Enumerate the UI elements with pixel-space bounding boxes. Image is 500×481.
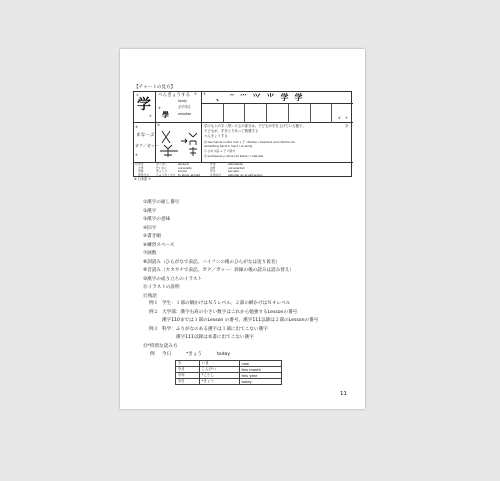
kanji-cell <box>134 92 156 123</box>
example-3-text: 科学：ふりがなのある漢字は１部に出てこない漢字 <box>162 326 268 332</box>
label-6: ⑥ <box>338 116 341 120</box>
story-en-2: something hand in hand / to study <box>204 144 253 148</box>
kanji-chart <box>133 91 352 177</box>
vocab-en: student <box>178 162 189 166</box>
vocab-en: university <box>178 165 192 170</box>
example-3-label: 例３ <box>149 326 159 332</box>
vocab-table <box>134 163 353 178</box>
meaning-cell <box>156 92 202 123</box>
reading-table <box>175 360 282 385</box>
story-cell <box>202 123 353 163</box>
vocab-word: 学生 <box>138 162 144 166</box>
list-item: ⑥練習スペース <box>143 242 175 248</box>
example-1-text: 学生：１部の網かけはＮ５レベル、２部の網かけはＮ４レベル <box>162 301 291 306</box>
stroke-order-cell <box>202 92 353 123</box>
meaning-en: study <box>178 99 187 103</box>
special-reading-title: ⑬*特別な読み方 <box>143 343 178 349</box>
stroke-step: 、 <box>216 92 224 102</box>
example-4-word: 今日 <box>162 352 172 357</box>
document-page <box>120 49 365 409</box>
story-es: ⑫ profesores y niños (de todos ) / estudiar <box>204 154 264 158</box>
label-2: ② <box>149 114 152 118</box>
vocab-en: school <box>178 169 187 173</box>
story-line-2: 子どもが、手をとりあって勉強する <box>204 129 259 133</box>
label-7: ⑦ <box>345 116 348 120</box>
chart-title: 【チャートの見方】 <box>134 85 176 90</box>
example-4-en: today <box>217 352 231 357</box>
stroke-step: ′′′ <box>240 92 247 102</box>
vocab-es: escuela <box>228 169 239 173</box>
list-item: ②漢字 <box>143 208 157 214</box>
table-cell: 今年 <box>176 373 200 379</box>
stroke-step: 学 <box>280 92 289 102</box>
story-line-1: 学のもとの字（學）の上の部分は、子どもが手を上げている様子。 <box>204 124 306 128</box>
vocab-es: estudiar en el extranjero <box>228 172 263 177</box>
label-1: ① <box>136 93 139 97</box>
story-ko: 두 손과 지붕 + 子 어린이 <box>204 149 236 153</box>
chart-footnote: ※ 日本語 ① <box>134 177 152 181</box>
table-cell: this year <box>240 373 282 379</box>
on-reading: ガク／ガッー <box>135 143 159 148</box>
stroke-step: ⺌ <box>266 92 275 102</box>
old-kanji: 學 <box>162 110 169 119</box>
list-item: ③漢字の意味 <box>143 217 171 222</box>
illustration-cell <box>156 123 202 163</box>
example-3-subtext: 漢字111以降は本書に出てこない漢字 <box>176 335 254 340</box>
reading-verb: べんきょうする <box>158 93 191 98</box>
stroke-step: 学 <box>294 92 303 102</box>
kanji-main: 学 <box>137 97 151 113</box>
table-cell: こんげつ <box>200 367 240 373</box>
label-11: ⑪ <box>345 124 349 128</box>
example-4-label: 例 <box>150 352 155 357</box>
vocab-kana: りゅうがくする <box>156 172 176 177</box>
table-cell: 今日 <box>176 379 200 385</box>
etymology-illustration <box>156 123 202 163</box>
table-cell: *きょう <box>200 379 240 385</box>
vocab-es: estudiante <box>228 162 243 166</box>
list-item: ①漢字の通し番号 <box>143 200 180 205</box>
stroke-step: ⺍ <box>252 92 261 102</box>
table-cell: 今 <box>176 361 200 367</box>
page-number: 11 <box>340 391 347 397</box>
vocab-word: 学校 <box>138 169 144 173</box>
label-5: ⑤ <box>203 92 206 96</box>
label-4: ④ <box>158 106 161 110</box>
stroke-sequence <box>216 93 303 102</box>
list-item: ④旧字 <box>143 225 157 231</box>
table-cell: today <box>240 379 282 385</box>
label-10: ⑩ <box>157 123 160 127</box>
story-line-3: べんきょうする <box>204 134 228 138</box>
vocab-kana: だいがく <box>156 165 168 170</box>
table-row <box>176 379 282 385</box>
vocab-ko: 학교 <box>210 169 216 173</box>
kun-reading: まなーぶ <box>136 133 155 138</box>
stroke-step: ′′ <box>230 92 235 102</box>
label-8: ⑧ <box>135 125 138 129</box>
vocab-word: 留学する <box>138 172 150 177</box>
vocab-kana: がっこう <box>156 169 168 173</box>
vocab-ko: 대학 <box>210 165 216 170</box>
label-12: ⑫ <box>135 162 138 166</box>
vocab-word: 大学 <box>138 165 144 170</box>
example-4-reading: *きょう <box>186 352 203 357</box>
table-cell: now <box>240 361 282 367</box>
story-en-1: ⑪ two hands on the roof + 子 children / teachers and children do <box>204 140 295 144</box>
example-2-text: 大学部：漢字右肩の小さい数字はこれから勉強するLessonの番号 <box>162 309 298 315</box>
example-2-subtext: 漢字110までは１部のLesson の番号、漢字111以降は２部のLessonの番号 <box>162 318 319 323</box>
vocab-es: universidad <box>228 165 245 170</box>
label-9: ⑨ <box>135 153 138 157</box>
example-1-label: 例１ <box>149 301 159 306</box>
list-item: ⑩漢字の成り立ちのイラスト <box>143 276 203 282</box>
list-item: ⑧訓読み（ひらがなで表記。ハイフンの後のひらがなは送り仮名） <box>143 259 281 265</box>
list-item: ⑫熟語 <box>143 293 157 299</box>
meaning-es: estudiar <box>178 112 192 116</box>
table-cell: いま <box>200 361 240 367</box>
list-item: ⑪イラストの説明 <box>143 285 180 290</box>
readings-cell <box>134 123 159 163</box>
meaning-ja: 공부하다 <box>178 105 191 109</box>
table-cell: *ことし <box>200 373 240 379</box>
vocab-en: to study abroad <box>178 172 201 177</box>
list-item: ⑦画数 <box>143 251 157 256</box>
example-2-label: 例２ <box>149 309 159 315</box>
table-cell: this month <box>240 367 282 373</box>
list-item: ⑤書き順 <box>143 234 161 239</box>
practice-space <box>202 104 353 123</box>
table-cell: 今月 <box>176 367 200 373</box>
vocab-ko: 학생 <box>210 162 216 166</box>
label-3: ③ <box>194 92 197 96</box>
vocab-kana: がくせい <box>156 162 168 166</box>
vocab-ko: 유학하다 <box>210 172 221 177</box>
list-item: ⑨音読み（カタカナで表記。ガク／ガッー：斜線の後の読みは読み替え） <box>143 268 295 273</box>
